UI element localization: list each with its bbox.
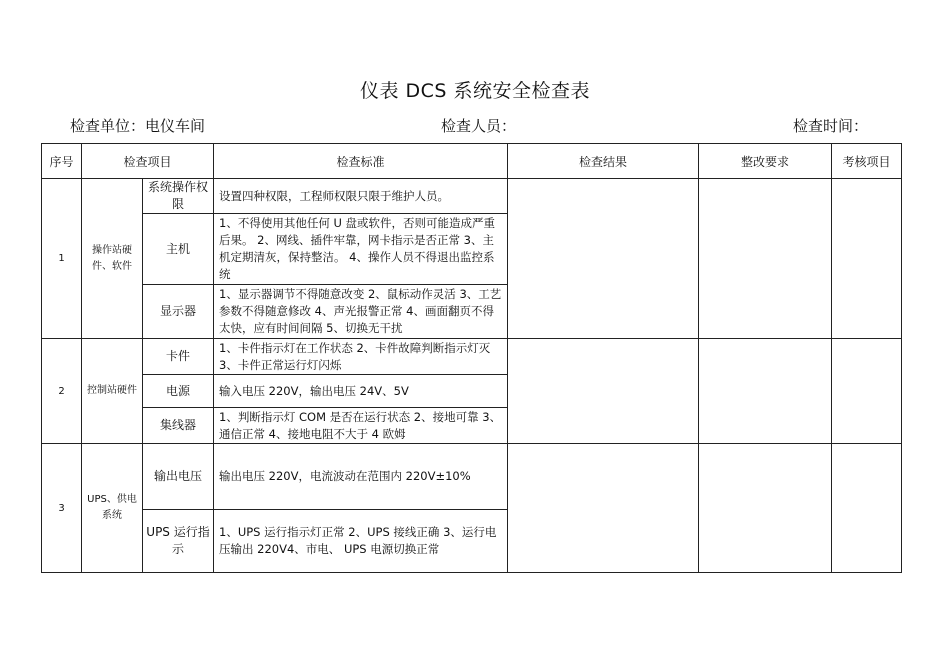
group-number: 2 — [42, 339, 82, 444]
check-standard: 1、判断指示灯 COM 是否在运行状态 2、接地可靠 3、通信正常 4、接地电阻不大于 4 欧姆 — [214, 408, 508, 444]
check-standard: 输入电压 220V，输出电压 24V、5V — [214, 375, 508, 408]
result-cell[interactable] — [508, 444, 699, 573]
check-item: 集线器 — [143, 408, 214, 444]
header-assessment-item: 考核项目 — [832, 144, 902, 179]
check-item: 输出电压 — [143, 444, 214, 510]
header-inspection-item: 检查项目 — [82, 144, 214, 179]
table-row — [42, 339, 902, 375]
check-standard: 1、卡件指示灯在工作状态 2、卡件故障判断指示灯灭 3、卡件正常运行灯闪烁 — [214, 339, 508, 375]
check-item: 卡件 — [143, 339, 214, 375]
page-title: 仪表 DCS 系统安全检查表 — [359, 80, 591, 102]
header-inspection-standard: 检查标准 — [214, 144, 508, 179]
check-item: 显示器 — [143, 285, 214, 339]
assessment-cell[interactable] — [832, 179, 902, 339]
table-row — [42, 179, 902, 214]
check-standard: 1、显示器调节不得随意改变 2、鼠标动作灵活 3、工艺参数不得随意修改 4、声光报警正常 4、画面翻页不得太快，应有时间间隔 5、切换无干扰 — [214, 285, 508, 339]
group-category: 控制站硬件 — [82, 339, 143, 444]
group-category: 操作站硬件、软件 — [82, 179, 143, 339]
inspection-table — [41, 143, 902, 573]
rectification-cell[interactable] — [699, 179, 832, 339]
inspection-time-label: 检查时间： — [793, 117, 869, 135]
assessment-cell[interactable] — [832, 444, 902, 573]
table-row — [42, 444, 902, 510]
inspector-label: 检查人员： — [441, 117, 517, 135]
check-standard: 设置四种权限，工程师权限只限于维护人员。 — [214, 179, 508, 214]
check-standard: 输出电压 220V，电流波动在范围内 220V±10% — [214, 444, 508, 510]
result-cell[interactable] — [508, 179, 699, 339]
table-header-row — [42, 144, 902, 179]
inspection-unit-label: 检查单位：电仪车间 — [70, 117, 206, 135]
group-number: 3 — [42, 444, 82, 573]
group-number: 1 — [42, 179, 82, 339]
group-category: UPS、供电系统 — [82, 444, 143, 573]
header-serial-no: 序号 — [42, 144, 82, 179]
header-rectification-requirement: 整改要求 — [699, 144, 832, 179]
check-item: 系统操作权限 — [143, 179, 214, 214]
check-item: UPS 运行指示 — [143, 510, 214, 573]
check-item: 电源 — [143, 375, 214, 408]
result-cell[interactable] — [508, 339, 699, 444]
rectification-cell[interactable] — [699, 339, 832, 444]
rectification-cell[interactable] — [699, 444, 832, 573]
check-standard: 1、不得使用其他任何 U 盘或软件，否则可能造成严重后果。 2、网线、插件牢靠，网卡指示是否正常 3、主机定期清灰，保持整洁。 4、操作人员不得退出监控系统 — [214, 214, 508, 285]
check-standard: 1、UPS 运行指示灯正常 2、UPS 接线正确 3、运行电压输出 220V4、市电、 UPS 电源切换正常 — [214, 510, 508, 573]
check-item: 主机 — [143, 214, 214, 285]
header-inspection-result: 检查结果 — [508, 144, 699, 179]
assessment-cell[interactable] — [832, 339, 902, 444]
